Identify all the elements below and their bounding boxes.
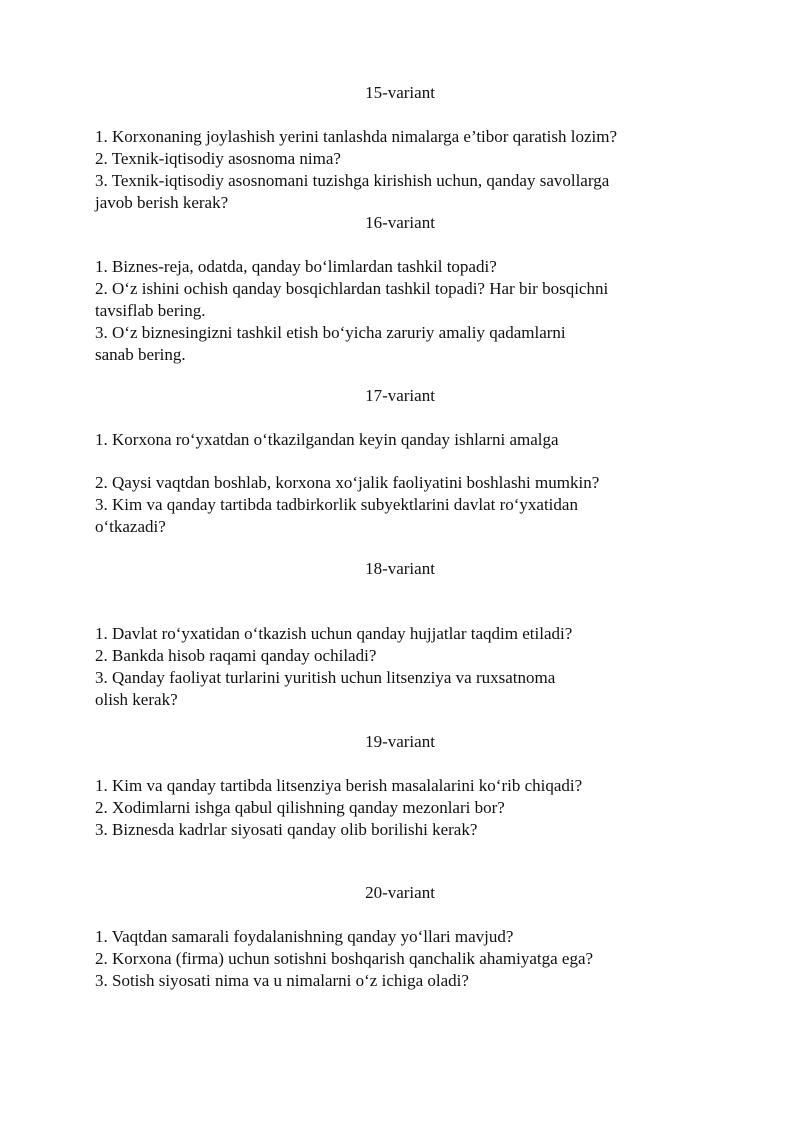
variant-15-question-2: 2. Texnik-iqtisodiy asosnoma nima? [95,149,341,168]
variant-20-heading: 20-variant [365,883,435,902]
variant-17-question-3-cont: o‘tkazadi? [95,517,166,536]
variant-16-question-3: 3. O‘z biznesingizni tashkil etish bo‘yicha zaruriy amaliy qadamlarni [95,323,566,342]
variant-16-heading: 16-variant [365,213,435,232]
variant-18-question-3-cont: olish kerak? [95,690,178,709]
variant-15-question-3: 3. Texnik-iqtisodiy asosnomani tuzishga kirishish uchun, qanday savollarga [95,171,610,190]
variant-17-question-3: 3. Kim va qanday tartibda tadbirkorlik subyektlarini davlat ro‘yxatidan [95,495,578,514]
variant-17-heading: 17-variant [365,386,435,405]
variant-17-question-1: 1. Korxona ro‘yxatdan o‘tkazilgandan keyin qanday ishlarni amalga [95,430,559,449]
variant-19-question-2: 2. Xodimlarni ishga qabul qilishning qanday mezonlari bor? [95,798,505,817]
variant-16-question-2: 2. O‘z ishini ochish qanday bosqichlardan tashkil topadi? Har bir bosqichni [95,279,609,298]
variant-16-question-1: 1. Biznes-reja, odatda, qanday bo‘limlardan tashkil topadi? [95,257,497,276]
variant-20-question-2: 2. Korxona (firma) uchun sotishni boshqarish qanchalik ahamiyatga ega? [95,949,594,968]
variant-15-question-1: 1. Korxonaning joylashish yerini tanlashda nimalarga e’tibor qaratish lozim? [95,127,617,146]
variant-18-question-3: 3. Qanday faoliyat turlarini yuritish uchun litsenziya va ruxsatnoma [95,668,556,687]
variant-18-heading: 18-variant [365,559,435,578]
variant-15-heading: 15-variant [365,83,435,102]
variant-15-question-3-cont: javob berish kerak? [95,193,229,212]
variant-20-question-1: 1. Vaqtdan samarali foydalanishning qanday yo‘llari mavjud? [95,927,514,946]
variant-19-question-3: 3. Biznesda kadrlar siyosati qanday olib borilishi kerak? [95,820,478,839]
variant-19-heading: 19-variant [365,732,435,751]
variant-17-question-2: 2. Qaysi vaqtdan boshlab, korxona xo‘jalik faoliyatini boshlashi mumkin? [95,473,600,492]
variant-16-question-3-cont: sanab bering. [95,345,186,364]
variant-18-question-2: 2. Bankda hisob raqami qanday ochiladi? [95,646,377,665]
variant-16-question-2-cont: tavsiflab bering. [95,301,206,320]
variant-18-question-1: 1. Davlat ro‘yxatidan o‘tkazish uchun qanday hujjatlar taqdim etiladi? [95,624,573,643]
variant-20-question-3: 3. Sotish siyosati nima va u nimalarni o‘z ichiga oladi? [95,971,469,990]
variant-19-question-1: 1. Kim va qanday tartibda litsenziya berish masalalarini ko‘rib chiqadi? [95,776,583,795]
